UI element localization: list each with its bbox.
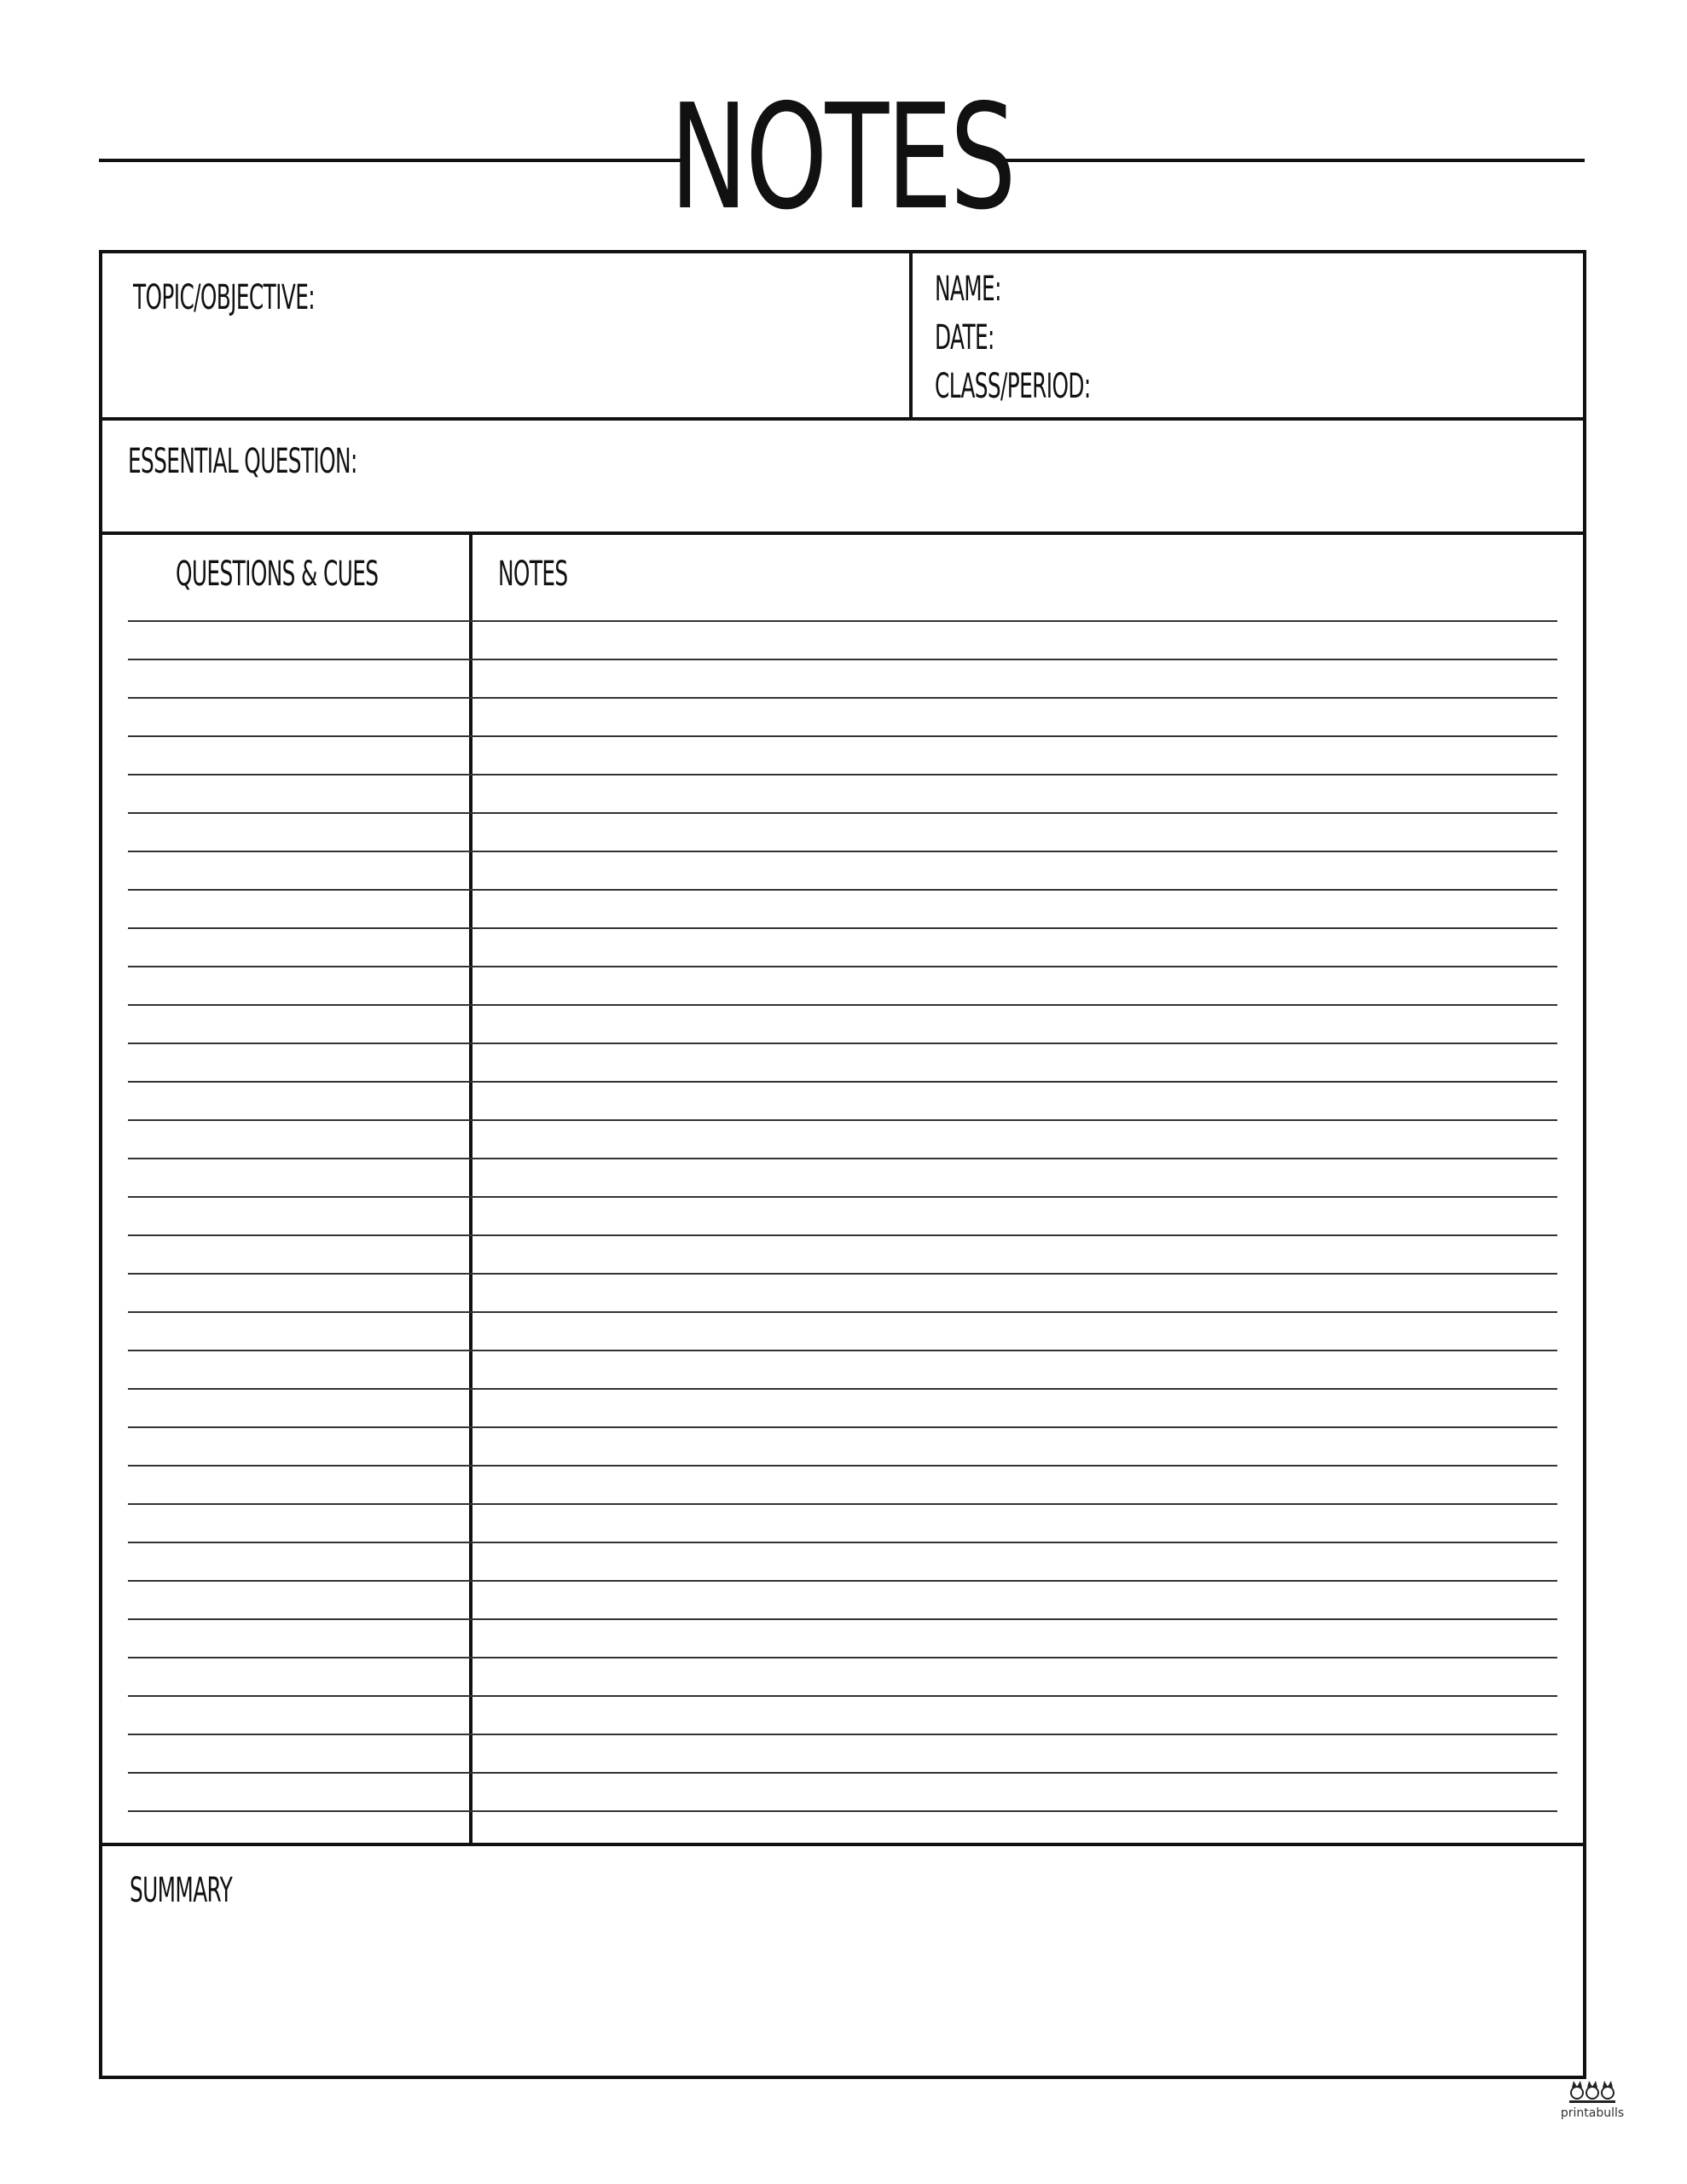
- summary-label: SUMMARY: [130, 1871, 233, 1910]
- ruled-line: [128, 1465, 1557, 1467]
- notes-column-label: NOTES: [498, 555, 568, 594]
- topic-objective-label: TOPIC/OBJECTIVE:: [133, 278, 315, 317]
- name-label: NAME:: [935, 270, 1001, 309]
- essential-question-label: ESSENTIAL QUESTION:: [128, 442, 357, 481]
- ruled-line: [128, 1043, 1557, 1044]
- cornell-notes-section: [102, 535, 1583, 1846]
- ruled-line: [128, 1004, 1557, 1006]
- date-label: DATE:: [935, 318, 994, 357]
- ruled-line: [128, 1657, 1557, 1658]
- ruled-line: [128, 1158, 1557, 1159]
- ruled-line: [128, 1503, 1557, 1505]
- ruled-line: [128, 1388, 1557, 1390]
- ruled-line: [128, 1772, 1557, 1774]
- title-row: [99, 73, 1585, 242]
- title-rule-left: [99, 159, 689, 162]
- ruled-line: [128, 620, 1557, 622]
- ruled-line: [128, 1426, 1557, 1428]
- ruled-line: [128, 966, 1557, 967]
- ruled-line: [128, 735, 1557, 737]
- ruled-line: [128, 1234, 1557, 1236]
- ruled-line: [128, 1580, 1557, 1582]
- ruled-line: [128, 1695, 1557, 1697]
- ruled-line: [128, 1810, 1557, 1812]
- ruled-line: [128, 659, 1557, 660]
- ruled-line: [128, 1119, 1557, 1121]
- bulldog-logo-icon: [1569, 2079, 1615, 2105]
- ruled-line: [128, 1273, 1557, 1275]
- ruled-line: [128, 1734, 1557, 1735]
- ruled-line: [128, 1081, 1557, 1083]
- page-title: NOTES: [670, 73, 1014, 242]
- ruled-line: [128, 851, 1557, 852]
- ruled-line: [128, 1350, 1557, 1351]
- ruled-line: [128, 812, 1557, 814]
- questions-cues-label: QUESTIONS & CUES: [176, 555, 379, 594]
- ruled-line: [128, 1311, 1557, 1313]
- summary-section: [102, 1846, 1583, 2076]
- ruled-line: [128, 889, 1557, 891]
- ruled-line: [128, 1196, 1557, 1198]
- ruled-line: [128, 1618, 1557, 1620]
- title-rule-right: [994, 159, 1585, 162]
- header-section: [102, 253, 1583, 421]
- ruled-line: [128, 774, 1557, 775]
- notes-sheet: [99, 250, 1586, 2079]
- ruled-line: [128, 1542, 1557, 1543]
- header-divider: [909, 253, 913, 421]
- essential-question-section: [102, 421, 1583, 535]
- brand-name: printabulls: [1560, 2106, 1625, 2120]
- ruled-lines: [128, 620, 1557, 1815]
- ruled-line: [128, 697, 1557, 699]
- brand-logo: [1554, 2079, 1631, 2123]
- ruled-line: [128, 927, 1557, 929]
- class-period-label: CLASS/PERIOD:: [935, 367, 1091, 406]
